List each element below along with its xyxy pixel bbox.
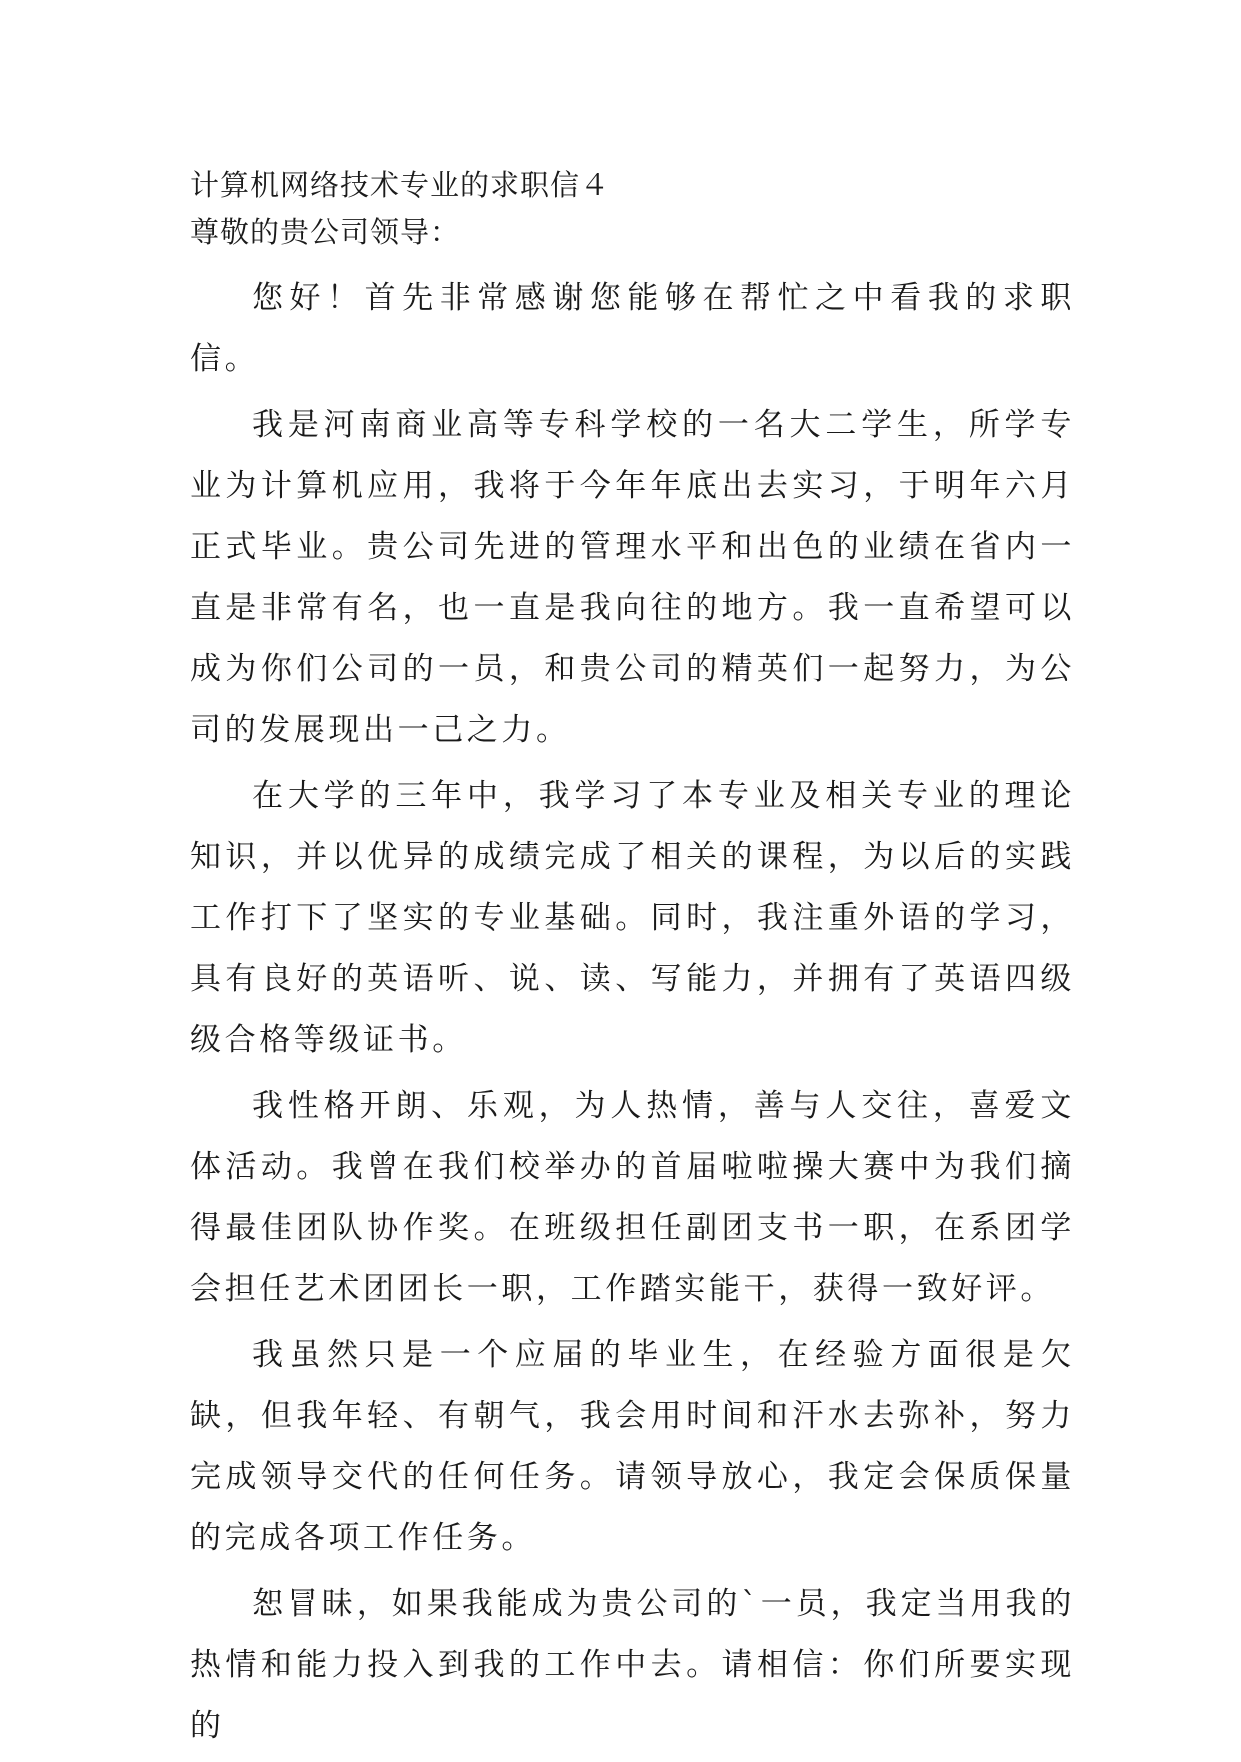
letter-body (190, 163, 1075, 1762)
paragraph-commitment: 我虽然只是一个应届的毕业生，在经验方面很是欠缺，但我年轻、有朝气，我会用时间和汗水去弥补，努力完成领导交代的任何任务。请领导放心，我定会保质保量的完成各项工作任务。 (190, 1337, 1075, 1556)
paragraph-greeting: 您好！首先非常感谢您能够在帮忙之中看我的求职信。 (190, 280, 1075, 377)
document-title: 计算机网络技术专业的求职信４ (190, 168, 611, 202)
paragraph-education: 在大学的三年中，我学习了本专业及相关专业的理论知识，并以优异的成绩完成了相关的课程，为以后的实践工作打下了坚实的专业基础。同时，我注重外语的学习，具有良好的英语听、说、读、写能力，并拥有了英语四级级合格等级证书。 (190, 778, 1075, 1058)
paragraph-introduction: 我是河南商业高等专科学校的一名大二学生，所学专业为计算机应用，我将于今年年底出去实习，于明年六月正式毕业。贵公司先进的管理水平和出色的业绩在省内一直是非常有名，也一直是我向往的地方。我一直希望可以成为你们公司的一员，和贵公司的精英们一起努力，为公司的发展现出一己之力。 (190, 407, 1075, 748)
paragraph-closing: 恕冒昧，如果我能成为贵公司的`一员，我定当用我的热情和能力投入到我的工作中去。请相信：你们所要实现的 (190, 1586, 1075, 1744)
paragraph-personality: 我性格开朗、乐观，为人热情，善与人交往，喜爱文体活动。我曾在我们校举办的首届啦啦操大赛中为我们摘得最佳团队协作奖。在班级担任副团支书一职，在系团学会担任艺术团团长一职，工作踏实能干，获得一致好评。 (190, 1088, 1075, 1307)
salutation: 尊敬的贵公司领导： (190, 215, 461, 249)
